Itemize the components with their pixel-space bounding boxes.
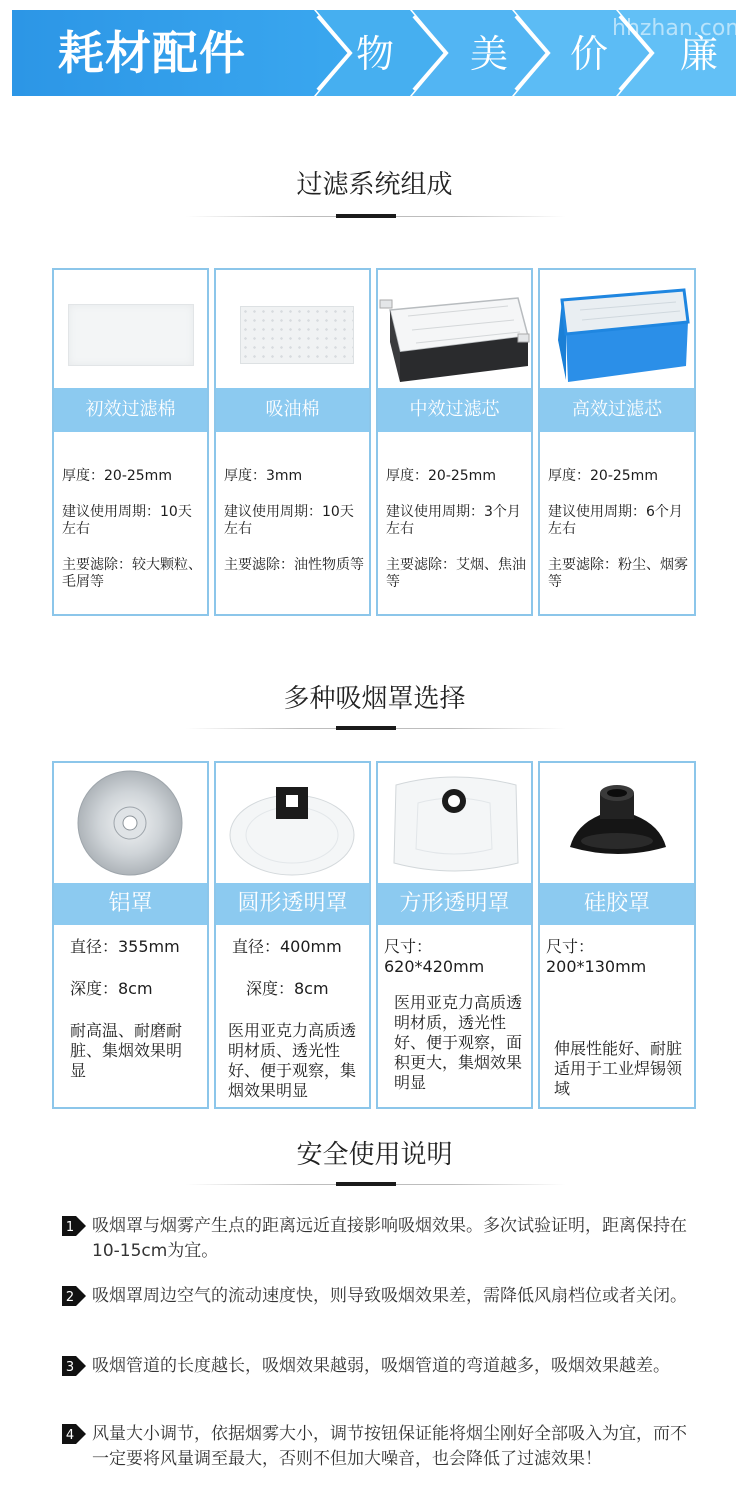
filter-image-hepa-cartridge xyxy=(540,270,694,388)
hood-name: 圆形透明罩 xyxy=(216,883,369,925)
filter-cycle: 建议使用周期：6个月左右 xyxy=(548,504,683,537)
svg-text:4: 4 xyxy=(65,1428,75,1443)
hood-card xyxy=(52,761,209,1109)
filter-card xyxy=(538,268,696,616)
watermark: hhzhan.com xyxy=(612,16,747,41)
hood-card xyxy=(376,761,533,1109)
hood-image-aluminum xyxy=(54,763,207,883)
filter-thickness: 厚度：20-25mm xyxy=(548,468,658,484)
filter-image-medium-cartridge xyxy=(378,270,531,388)
filter-card xyxy=(52,268,209,616)
numbered-arrow-icon xyxy=(62,1286,86,1306)
title-divider-mark xyxy=(336,1182,396,1186)
safety-tip-text: 风量大小调节，依据烟雾大小，调节按钮保证能将烟尘刚好全部吸入为宜，而不一定要将风量调至最大，否则不但加大噪音，也会降低了过滤效果！ xyxy=(92,1424,687,1469)
hood-name: 铝罩 xyxy=(54,883,207,925)
hood-image-silicone xyxy=(540,763,694,883)
filter-thickness: 厚度：20-25mm xyxy=(386,468,496,484)
hood-size: 直径：355mm xyxy=(70,937,180,956)
filter-removes: 主要滤除：艾烟、焦油等 xyxy=(386,557,526,590)
section-title-filters: 过滤系统组成 xyxy=(296,170,453,200)
filter-cycle: 建议使用周期：10天左右 xyxy=(224,504,354,537)
hood-image-square-clear xyxy=(378,763,531,883)
filter-thickness: 厚度：20-25mm xyxy=(62,468,172,484)
banner-word: 物 xyxy=(356,32,395,76)
numbered-arrow-icon xyxy=(62,1424,86,1444)
filter-name: 初效过滤棉 xyxy=(54,388,207,432)
hood-card xyxy=(214,761,371,1109)
section-title-hoods: 多种吸烟罩选择 xyxy=(283,684,466,714)
hood-depth: 深度：8cm xyxy=(70,979,153,998)
banner-title: 耗材配件 xyxy=(58,26,246,80)
banner-word: 价 xyxy=(570,32,609,76)
hood-size: 尺寸：620*420mm xyxy=(384,937,485,976)
filter-card xyxy=(376,268,533,616)
hood-desc: 伸展性能好、耐脏适用于工业焊锡领域 xyxy=(554,1039,683,1098)
svg-text:3: 3 xyxy=(65,1360,75,1375)
filter-specs xyxy=(62,468,203,591)
safety-tip-text: 吸烟管道的长度越长，吸烟效果越弱，吸烟管道的弯道越多，吸烟效果越差。 xyxy=(92,1356,670,1376)
hood-card xyxy=(538,761,696,1109)
filter-cycle: 建议使用周期：3个月左右 xyxy=(386,504,521,537)
safety-tip-text: 吸烟罩周边空气的流动速度快，则导致吸烟效果差，需降低风扇档位或者关闭。 xyxy=(92,1286,687,1306)
filter-specs xyxy=(386,468,527,591)
svg-text:1: 1 xyxy=(65,1220,75,1235)
filter-image-primary-cotton xyxy=(54,270,207,388)
filter-name: 高效过滤芯 xyxy=(540,388,694,432)
banner-word: 美 xyxy=(470,32,509,76)
filter-image-oil-absorbent xyxy=(216,270,369,388)
filter-specs xyxy=(224,468,365,574)
filter-thickness: 厚度：3mm xyxy=(224,468,303,484)
hood-specs xyxy=(546,937,690,1099)
hood-specs xyxy=(70,937,203,1081)
title-divider-mark xyxy=(336,214,396,218)
hood-name: 方形透明罩 xyxy=(378,883,531,925)
filter-removes: 主要滤除：油性物质等 xyxy=(224,557,364,573)
numbered-arrow-icon xyxy=(62,1216,86,1236)
hood-size: 尺寸：200*130mm xyxy=(546,937,647,976)
banner-word: 廉 xyxy=(680,32,719,76)
filter-name: 中效过滤芯 xyxy=(378,388,531,432)
safety-tip xyxy=(62,1422,692,1502)
hood-depth: 深度：8cm xyxy=(246,979,329,998)
filter-card xyxy=(214,268,371,616)
svg-text:2: 2 xyxy=(65,1290,75,1305)
filter-cycle: 建议使用周期：10天左右 xyxy=(62,504,192,537)
hood-specs xyxy=(228,937,365,1101)
title-divider-mark xyxy=(336,726,396,730)
filter-removes: 主要滤除：较大颗粒、毛屑等 xyxy=(62,557,202,590)
hood-specs xyxy=(384,937,527,1093)
safety-tip xyxy=(62,1214,692,1268)
header-banner xyxy=(12,10,747,96)
filter-specs xyxy=(548,468,690,591)
filter-removes: 主要滤除：粉尘、烟雾等 xyxy=(548,557,688,590)
hood-name: 硅胶罩 xyxy=(540,883,694,925)
safety-tip xyxy=(62,1354,692,1408)
safety-tip-text: 吸烟罩与烟雾产生点的距离远近直接影响吸烟效果。多次试验证明，距离保持在10-15cm为宜。 xyxy=(92,1216,687,1261)
hood-size: 直径：400mm xyxy=(232,937,342,956)
section-title-safety: 安全使用说明 xyxy=(296,1140,453,1170)
numbered-arrow-icon xyxy=(62,1356,86,1376)
filter-name: 吸油棉 xyxy=(216,388,369,432)
hood-image-round-clear xyxy=(216,763,369,883)
hood-desc: 医用亚克力高质透明材质、透光性好、便于观察，集烟效果明显 xyxy=(228,1021,357,1100)
safety-tip xyxy=(62,1284,692,1338)
hood-desc: 耐高温、耐磨耐脏、集烟效果明显 xyxy=(70,1021,183,1080)
hood-desc: 医用亚克力高质透明材质，透光性好、便于观察，面积更大，集烟效果明显 xyxy=(394,993,523,1092)
